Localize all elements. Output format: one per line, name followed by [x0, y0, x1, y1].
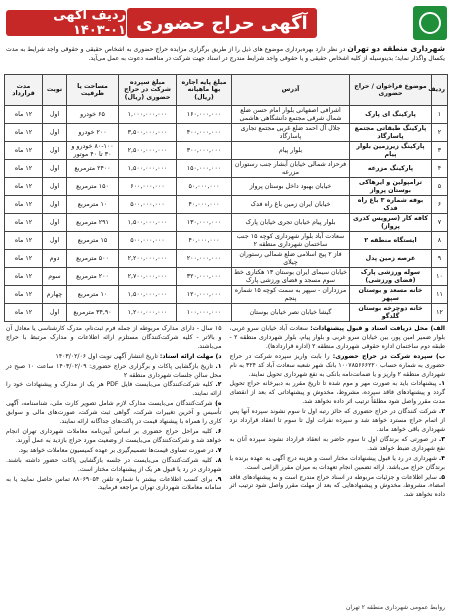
term-text: تاریخ انتشار آگهی نوبت اول ۱۴۰۳/۰۲/۰۶	[55, 352, 158, 360]
cell-round: اول	[43, 196, 67, 214]
term-paragraph	[230, 474, 446, 501]
cell-deposit: ۶۰۰,۰۰۰,۰۰۰	[119, 178, 177, 196]
cell-deposit: ۲,۷۰۰,۰۰۰,۰۰۰	[119, 268, 177, 286]
cell-subject: عرصه زمین پدل	[350, 250, 432, 268]
cell-duration: ۱۲ ماه	[5, 142, 43, 160]
cell-row-number: ۷	[432, 214, 448, 232]
term-paragraph	[230, 436, 446, 454]
cell-capacity: ۳۴,۹۰ مترمربع	[67, 304, 119, 322]
cell-row-number: ۹	[432, 250, 448, 268]
term-paragraph	[6, 476, 222, 494]
term-text: سعادت آباد خیابان سرو غربی، بلوار ضمیر امین پور، بین خیابان سرو غربی و بلوار پیام، بلوار شهرداری منطقه ۲ - طبقه دوم ساختمان اداره حقوقی شهرداری منطقه ۲ (اداره قراردادها).	[229, 325, 445, 350]
notice-title: آگهی حراج حضوری	[127, 8, 317, 38]
cell-row-number: ۴	[432, 160, 448, 178]
table-row	[5, 232, 448, 250]
col-header-round: نوبت	[43, 75, 67, 106]
term-label: ب) سپرده شرکت در حراج حضوری:	[332, 352, 445, 360]
term-text: شهرداری در رد یا قبول پیشنهادات مختار است و هزینه درج آگهی به عهده برنده یا برندگان حراج می‌باشد. ارائه تضمین انجام تعهدات به میزان مقرر الزامی است.	[229, 454, 445, 471]
term-text: کلیه شرکت‌کنندگان می‌بایست فایل PDF هر یک از مدارک و پیشنهادات خود را ارائه نمایند.	[6, 381, 222, 398]
cell-base-rent: ۱۶۰,۰۰۰,۰۰۰	[177, 106, 232, 124]
term-label: ۲.	[438, 408, 445, 416]
cell-subject: کافه کار (سرویس کدری پرواز)	[350, 214, 432, 232]
term-paragraph	[6, 353, 222, 362]
cell-base-rent: ۴۰,۰۰۰,۰۰۰	[177, 232, 232, 250]
cell-subject: ترامپولین و ایرهاکی بوستان پرواز	[350, 178, 432, 196]
term-paragraph	[230, 353, 446, 380]
term-paragraph	[6, 325, 222, 352]
cell-row-number: ۱	[432, 106, 448, 124]
cell-base-rent: ۱۵۰,۰۰۰,۰۰۰	[177, 160, 232, 178]
cell-capacity: ۵۰۰ مترمربع	[67, 250, 119, 268]
cell-capacity: ۱۵ مترمربع	[67, 232, 119, 250]
cell-row-number: ۵	[432, 178, 448, 196]
cell-capacity: ۶۵ خودرو	[67, 106, 119, 124]
cell-address: بلوار پیام	[232, 142, 350, 160]
term-text: ۱۵ سال - دارای مدارک مربوطه از جمله فرم ثبت‌نام، مدرک کارشناسی یا معادل آن و بالاتر - کلیه شرکت‌کنندگان مستلزم ارائه اطلاعات و مدارک مرتبط با حراج می‌باشند.	[6, 325, 222, 350]
cell-round: اول	[43, 124, 67, 142]
terms-section	[6, 325, 445, 608]
cell-capacity: ۲۴۰۰ مترمربع	[67, 160, 119, 178]
cell-base-rent: ۱۳۰,۰۰۰,۰۰۰	[177, 214, 232, 232]
auction-table-body	[5, 106, 448, 322]
cell-deposit: ۱,۵۰۰,۰۰۰,۰۰۰	[119, 214, 177, 232]
cell-base-rent: ۲۰۰,۰۰۰,۰۰۰	[177, 250, 232, 268]
cell-round: اول	[43, 304, 67, 322]
cell-capacity: ۱۰ مترمربع	[67, 196, 119, 214]
term-text: کلیه شرکت‌کنندگان می‌بایست در جلسه بازگشایی پاکات حضور داشته باشند. شهرداری در رد یا قبول هر یک از پیشنهادات مختار است.	[6, 456, 222, 473]
cell-row-number: ۶	[432, 196, 448, 214]
table-row	[5, 106, 448, 124]
term-label: د) مهلت ارائه اسناد:	[159, 352, 222, 360]
cell-duration: ۱۲ ماه	[5, 268, 43, 286]
cell-address: گیشا خیابان نصر خیابان بوستان	[232, 304, 350, 322]
cell-subject: پارکینگ مزرعه	[350, 160, 432, 178]
term-label: ۹.	[215, 475, 222, 483]
col-header-row-number: ردیف	[432, 75, 448, 106]
cell-address: خیابان ایران زمین باغ راه فدک	[232, 196, 350, 214]
intro-text: در نظر دارد بهره‌برداری موضوع های ذیل را از طریق برگزاری مزایده حراج حضوری به اشخاص حقیقی و حقوقی واجد شرایط به مدت یکسال واگذار نماید؛ بدینوسیله از کلیه اشخاص حقیقی و یا حقوقی واجد شرایط مندرج در اسناد جهت شرکت در مناقصه دعوت به عمل می‌آید.	[6, 46, 445, 63]
cell-duration: ۱۲ ماه	[5, 178, 43, 196]
cell-base-rent: ۱۰۰,۰۰۰,۰۰۰	[177, 304, 232, 322]
cell-round: اول	[43, 142, 67, 160]
table-row	[5, 286, 448, 304]
term-label: ۴.	[438, 454, 445, 462]
cell-address: بلوار پیام خیابان تجری خیابان پارک	[232, 214, 350, 232]
cell-capacity: ۲۰۰ مترمربع	[67, 268, 119, 286]
term-label: ۸.	[215, 456, 222, 464]
term-paragraph	[6, 447, 222, 456]
term-text: کلیه مراحل حراج حضوری بر اساس آیین‌نامه معاملات شهرداری تهران انجام خواهد شد و شرکت‌کنندگان می‌بایست از وضعیت مورد حراج بازدید به عمل آورند.	[6, 427, 222, 444]
cell-address: فرحزاد شمالی خیابان آبشار جنب رستوران مزرعه	[232, 160, 350, 178]
cell-capacity: ۲۹۱ مترمربع	[67, 214, 119, 232]
cell-capacity: ۲۰۰ خودرو	[67, 124, 119, 142]
cell-subject: ایستگاه منطقه ۲	[350, 232, 432, 250]
cell-subject: خانه مسعد و بوستان سپهر	[350, 286, 432, 304]
cell-deposit: ۱,۰۰۰,۰۰۰,۰۰۰	[119, 106, 177, 124]
municipality-logo-icon	[413, 6, 447, 40]
col-header-base-rent: مبلغ پایه اجاره بها ماهیانه (ریال)	[177, 75, 232, 106]
term-label: ۷.	[215, 446, 222, 454]
cell-base-rent: ۴۰۰,۰۰۰,۰۰۰	[177, 124, 232, 142]
cell-duration: ۱۲ ماه	[5, 196, 43, 214]
term-paragraph	[6, 381, 222, 399]
term-label: ۲.	[215, 381, 222, 389]
table-row	[5, 142, 448, 160]
term-paragraph	[6, 457, 222, 475]
cell-address: مرزداران - سپهر به سمت کوچه ۱۵ شماره پنجم	[232, 286, 350, 304]
term-text: شرکت‌کنندگان می‌بایست مدارک لازم شامل تصویر کارت ملی، شناسنامه، آگهی تأسیس و آخرین تغییرات شرکت، گواهی ثبت شرکت، صورت‌های مالی و سوابق کاری را همراه با پیشنهاد قیمت در پاکت‌های جداگانه ارائه نمایند.	[6, 400, 222, 426]
col-header-capacity: مساحت یا ظرفیت	[67, 75, 119, 106]
cell-duration: ۱۲ ماه	[5, 160, 43, 178]
table-row	[5, 124, 448, 142]
cell-capacity: ۸۰-۱۰۰ خودرو و ۳۰ تا ۴۰ موتور	[67, 142, 119, 160]
cell-duration: ۱۲ ماه	[5, 250, 43, 268]
cell-base-rent: ۵۰,۰۰۰,۰۰۰	[177, 178, 232, 196]
col-header-deposit: مبلغ سپرده شرکت در حراج حضوری (ریال)	[119, 75, 177, 106]
table-row	[5, 250, 448, 268]
term-label: الف) محل دریافت اسناد و قبول پیشنهادات:	[310, 325, 446, 332]
term-label: ه)	[215, 400, 222, 408]
term-label: ۶.	[215, 427, 222, 435]
cell-round: اول	[43, 232, 67, 250]
term-paragraph	[6, 400, 222, 427]
cell-address: خیابان بهبود داخل بوستان پرواز	[232, 178, 350, 196]
cell-row-number: ۳	[432, 142, 448, 160]
col-header-address: آدرس	[232, 75, 350, 106]
cell-deposit: ۱,۲۰۰,۰۰۰,۰۰۰	[119, 304, 177, 322]
cell-address: اشرافی اصفهانی بلوار امام حسن ضلع شمال شرقی مجتمع دانشگاهی هاشمی	[232, 106, 350, 124]
cell-round: دوم	[43, 250, 67, 268]
cell-duration: ۱۲ ماه	[5, 214, 43, 232]
notice-row-label: ردیف آگهی ۰۱-۱۴۰۳	[6, 10, 126, 36]
cell-row-number: ۲	[432, 124, 448, 142]
terms-column-left	[6, 325, 222, 608]
cell-subject: پارکینگ زیرزمین بلوار پیام	[350, 142, 432, 160]
cell-address: جلال آل احمد ضلع غربی مجتمع تجاری پاسارگاد	[232, 124, 350, 142]
cell-subject: پارکینگ طبقاتی مجتمع پاسارگاد	[350, 124, 432, 142]
cell-address: سعادت آباد بلوار شهرداری کوچه ۱۵ جنب ساختمان شهرداری منطقه ۲	[232, 232, 350, 250]
cell-deposit: ۱,۵۰۰,۰۰۰,۰۰۰	[119, 286, 177, 304]
term-paragraph	[230, 325, 446, 352]
cell-duration: ۱۲ ماه	[5, 124, 43, 142]
notice-intro	[6, 44, 445, 72]
cell-duration: ۱۲ ماه	[5, 232, 43, 250]
term-text: را بابت واریز سپرده شرکت در حراج حضوری به شماره حساب ۱۰۰۷۸۵۶۶۶۲۲۰ بانک شهر شعبه سعادت آباد کد ۳۲۴ به نام شهرداری منطقه ۲ واریز و یا ضمانت‌نامه بانکی به نفع شهرداری تحویل نمایند.	[229, 352, 445, 378]
term-paragraph	[230, 380, 446, 407]
term-text: برای کسب اطلاعات بیشتر با شماره تلفن ۸۸۰۶۹۰۵۴ تماس حاصل نمایید یا به سامانه معاملات شهرداری تهران مراجعه فرمایید.	[6, 475, 222, 492]
cell-capacity: ۱۵۰ مترمربع	[67, 178, 119, 196]
term-label: ۱.	[215, 362, 222, 370]
term-text: در صورت تساوی قیمت‌ها تصمیم‌گیری بر عهده کمیسیون معاملات خواهد بود.	[18, 446, 214, 454]
intro-organization: شهرداری منطقه دو تهران	[347, 44, 445, 53]
cell-row-number: ۱۰	[432, 268, 448, 286]
auction-table	[4, 74, 448, 322]
col-header-subject: موضوع فراخوان / حراج حضوری	[350, 75, 432, 106]
cell-round: اول	[43, 106, 67, 124]
term-label: ۱.	[438, 380, 446, 388]
table-row	[5, 196, 448, 214]
term-text: تاریخ بازگشایی پاکات و برگزاری حراج حضوری: ۱۴۰۳/۰۲/۰۹ ساعت ۱۰ صبح در محل سالن جلسات شهرداری منطقه ۲	[6, 362, 222, 379]
cell-duration: ۱۲ ماه	[5, 286, 43, 304]
term-text: سایر اطلاعات و جزئیات مربوطه در اسناد حراج مندرج است و به پیشنهادهای فاقد امضاء، مشروط، مخدوش و پیشنهادهایی که بعد از مهلت مقرر واصل شود ترتیب اثر داده نخواهد شد.	[229, 473, 445, 499]
cell-round: اول	[43, 160, 67, 178]
term-text: شرکت کنندگان در حراج حضوری که حائز رتبه اول تا سوم نشوند سپرده آنها پس از اتمام حراج مسترد خواهد شد و سپرده نفرات اول تا سوم تا انعقاد قرارداد نزد شهرداری باقی خواهد ماند.	[229, 408, 445, 433]
cell-deposit: ۲,۵۰۰,۰۰۰,۰۰۰	[119, 142, 177, 160]
cell-round: چهارم	[43, 286, 67, 304]
table-row	[5, 304, 448, 322]
term-label: ۵.	[438, 473, 445, 481]
cell-address: فاز ۲ پیج اسلامی ضلع شمالی رستوران چیلای	[232, 250, 350, 268]
cell-capacity: ۱۰ مترمربع	[67, 286, 119, 304]
cell-deposit: ۲,۲۰۰,۰۰۰,۰۰۰	[119, 250, 177, 268]
cell-base-rent: ۱۲۰,۰۰۰,۰۰۰	[177, 286, 232, 304]
cell-subject: سوله ورزشی پارک (فضای ورزشی)	[350, 268, 432, 286]
table-row	[5, 178, 448, 196]
cell-round: سوم	[43, 268, 67, 286]
cell-subject: خانه دوچرخه بوستان گلدگو	[350, 304, 432, 322]
cell-deposit: ۳,۵۰۰,۰۰۰,۰۰۰	[119, 124, 177, 142]
term-paragraph	[6, 363, 222, 381]
cell-row-number: ۱۲	[432, 304, 448, 322]
table-row	[5, 160, 448, 178]
cell-row-number: ۸	[432, 232, 448, 250]
col-header-duration: مدت قرارداد	[5, 75, 43, 106]
cell-base-rent: ۴۰,۰۰۰,۰۰۰	[177, 196, 232, 214]
cell-row-number: ۱۱	[432, 286, 448, 304]
term-text: در صورتی که برندگان اول تا سوم حاضر به انعقاد قرارداد نشوند سپرده آنان به نفع شهرداری ضبط خواهد شد.	[229, 435, 445, 452]
cell-address: خیابان سیمای ایران بوستان ۱۳ هکتاری خط سوم مسجد و فضای ورزشی پارک	[232, 268, 350, 286]
cell-deposit: ۵۰۰,۰۰۰,۰۰۰	[119, 232, 177, 250]
term-text: پیشنهادات باید به صورت مهر و موم شده تا تاریخ مقرر به دبیرخانه حراج تحویل گردد و پیشنهادهای فاقد سپرده، مشروط، مخدوش و پیشنهاداتی که بعد از انقضای مدت مقرر واصل شود مطلقاً ترتیب اثر داده نخواهد شد.	[229, 380, 445, 406]
term-label: ۳.	[438, 435, 446, 443]
cell-round: اول	[43, 178, 67, 196]
cell-duration: ۱۲ ماه	[5, 304, 43, 322]
notice-header	[4, 6, 447, 42]
table-row	[5, 268, 448, 286]
term-paragraph	[230, 455, 446, 473]
term-paragraph	[230, 408, 446, 435]
cell-subject: بوفه شماره ۳ باغ راه فدک	[350, 196, 432, 214]
cell-base-rent: ۳۲۰,۰۰۰,۰۰۰	[177, 268, 232, 286]
cell-deposit: ۱,۵۰۰,۰۰۰,۰۰۰	[119, 160, 177, 178]
table-header-row	[5, 75, 448, 106]
cell-deposit: ۵۰۰,۰۰۰,۰۰۰	[119, 196, 177, 214]
cell-duration: ۱۲ ماه	[5, 106, 43, 124]
cell-subject: پارکینگ ای پارک	[350, 106, 432, 124]
cell-round: اول	[43, 214, 67, 232]
cell-base-rent: ۳۰۰,۰۰۰,۰۰۰	[177, 142, 232, 160]
terms-column-right	[230, 325, 446, 608]
table-row	[5, 214, 448, 232]
term-paragraph	[6, 428, 222, 446]
notice-footer: روابط عمومی شهرداری منطقه ۲ تهران	[345, 604, 445, 611]
